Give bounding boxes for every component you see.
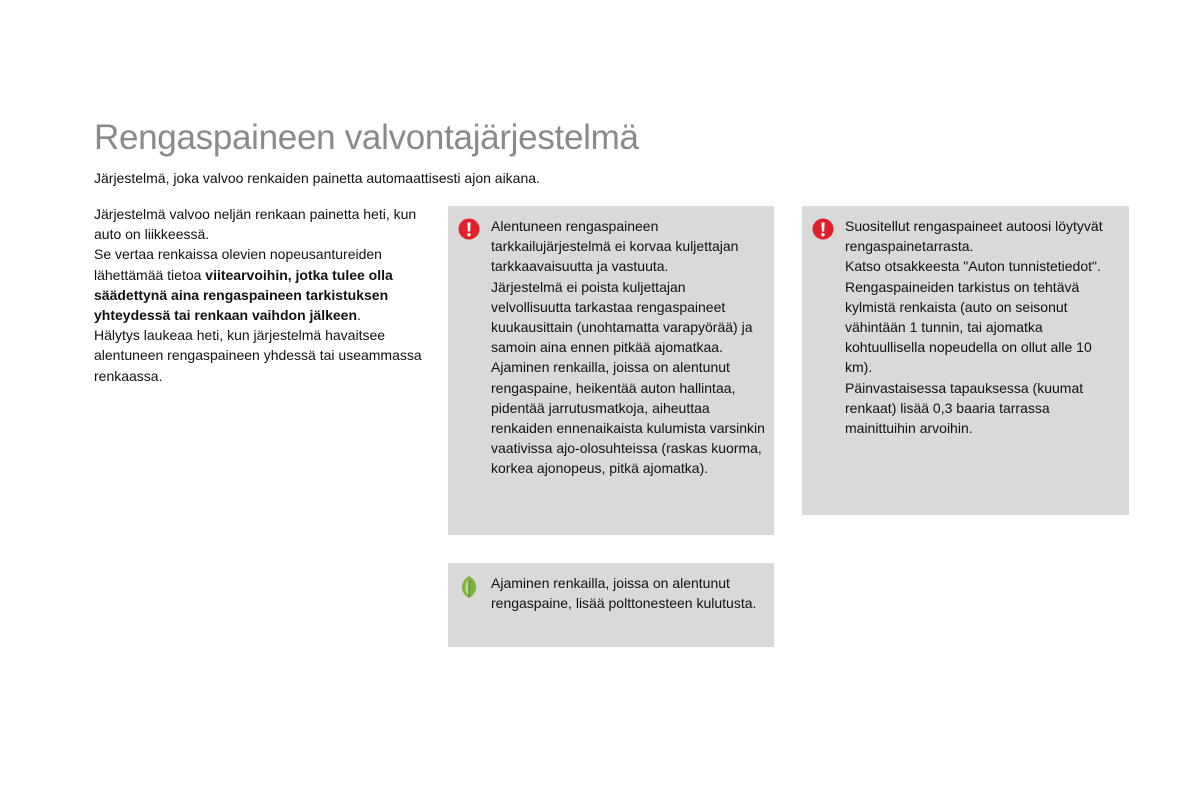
warning-box-driver-responsibility <box>448 206 774 535</box>
page-subtitle: Järjestelmä, joka valvoo renkaiden painetta automaattisesti ajon aikana. <box>94 170 540 186</box>
eco-box-text <box>491 573 767 613</box>
warning-box-2-paragraph-4: Päinvastaisessa tapauksessa (kuumat renkaat) lisää 0,3 baaria tarrassa mainittuihin arvoihin. <box>845 379 1084 437</box>
intro-paragraph-2-bold: viitearvoihin, jotka tulee olla säädettynä aina rengaspaineen tarkistuksen yhteydessä tai renkaan vaihdon jälkeen <box>94 266 393 324</box>
intro-paragraph-2-end: . <box>357 307 361 324</box>
warning-box-text <box>845 216 1121 438</box>
warning-box-recommended-pressures <box>802 206 1129 515</box>
intro-text <box>94 204 434 386</box>
intro-paragraph-3: Hälytys laukeaa heti, kun järjestelmä havaitsee alentuneen rengaspaineen yhdessä tai useammassa renkaassa. <box>94 327 422 384</box>
eco-box-paragraph-1: Ajaminen renkailla, joissa on alentunut rengaspaine, lisää polttonesteen kulutusta. <box>491 575 757 612</box>
warning-box-1-paragraph-3: Ajaminen renkailla, joissa on alentunut rengaspaine, heikentää auton hallintaa, pidentää jarrutusmatkoja, aiheuttaa renkaiden ennenaikaista kulumista varsinkin vaativissa ajo-olosuhteissa (raskas kuorma, korkea ajonopeus, pitkä ajomatka). <box>491 359 765 477</box>
warning-icon <box>812 218 834 240</box>
warning-icon <box>458 218 480 240</box>
intro-paragraph-2-start: Se vertaa renkaissa olevien nopeusantureiden lähettämää tietoa <box>94 246 382 283</box>
warning-box-2-paragraph-2: Katso otsakkeesta "Auton tunnistetiedot". <box>845 258 1101 275</box>
warning-box-2-paragraph-1: Suositellut rengaspaineet autoosi löytyvät rengaspainetarrasta. <box>845 218 1103 255</box>
intro-paragraph-2 <box>94 244 434 325</box>
warning-box-2-paragraph-3: Rengaspaineiden tarkistus on tehtävä kylmistä renkaista (auto on seisonut vähintään 1 tunnin, tai ajomatka kohtuullisella nopeudella on ollut alle 10 km). <box>845 278 1092 376</box>
page-title: Rengaspaineen valvontajärjestelmä <box>94 118 639 157</box>
warning-box-1-paragraph-1: Alentuneen rengaspaineen tarkkailujärjestelmä ei korvaa kuljettajan tarkkaavaisuutta ja vastuuta. <box>491 218 739 275</box>
eco-leaf-icon <box>458 575 480 597</box>
warning-box-1-paragraph-2: Järjestelmä ei poista kuljettajan velvollisuutta tarkastaa rengaspaineet kuukausittain (unohtamatta varapyörää) ja samoin aina ennen pitkää ajomatkaa. <box>491 278 753 356</box>
warning-box-text <box>491 216 767 479</box>
eco-box-fuel-consumption <box>448 563 774 647</box>
intro-paragraph-1: Järjestelmä valvoo neljän renkaan painetta heti, kun auto on liikkeessä. <box>94 206 417 243</box>
